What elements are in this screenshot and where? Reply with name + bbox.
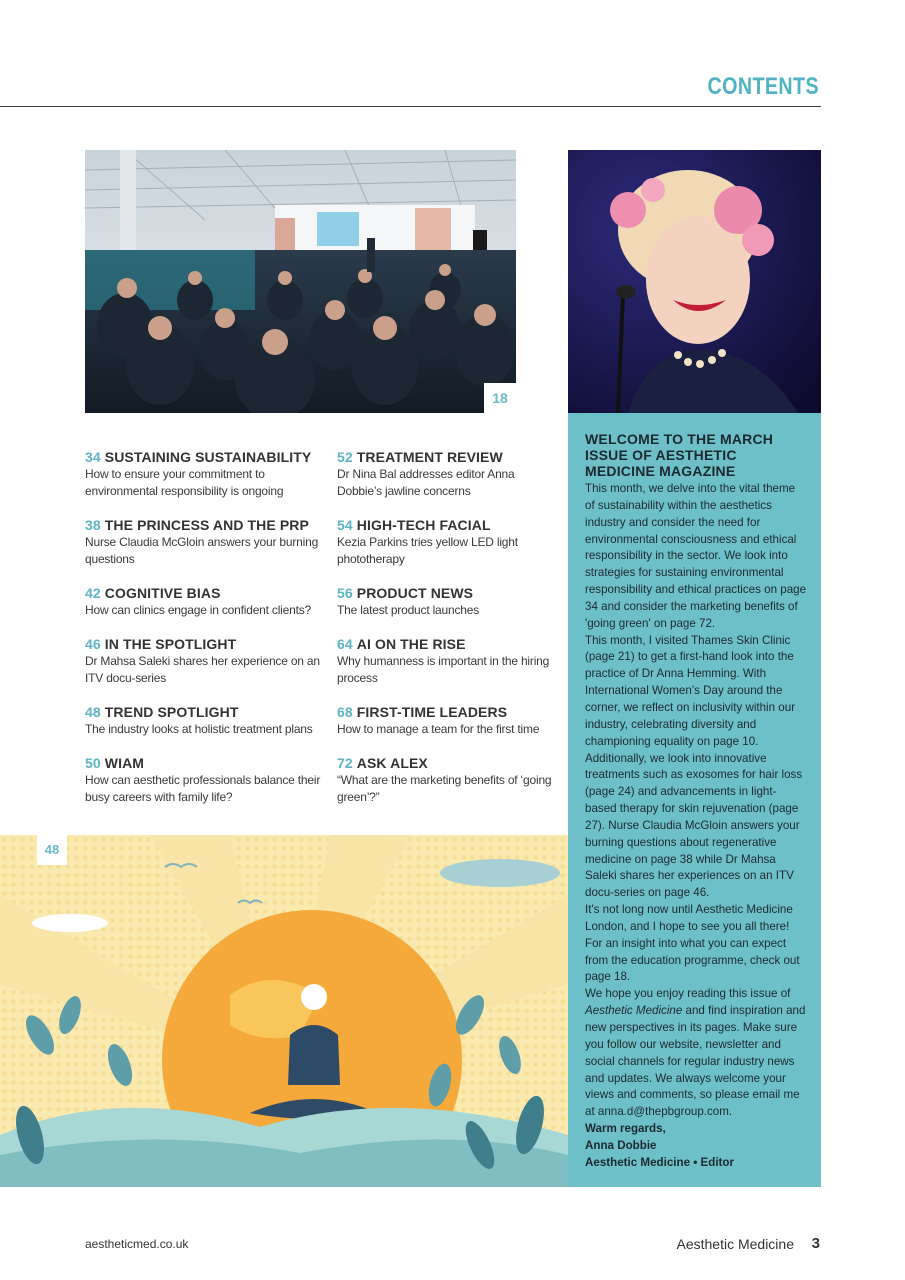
toc-item[interactable] — [85, 636, 325, 687]
toc-page-number: 56 — [337, 585, 353, 601]
editor-paragraph: It's not long now until Aesthetic Medicine London, and I hope to see you all there! For an insight into what you can expect from the education programme, check out page 18. — [585, 903, 800, 984]
toc-item[interactable] — [337, 449, 552, 500]
toc-description: How can aesthetic professionals balance their busy careers with family life? — [85, 773, 321, 804]
toc-column-left — [85, 449, 325, 823]
toc-title: WIAM — [104, 755, 145, 771]
editor-signoff: Warm regards, — [585, 1122, 666, 1136]
editor-role: Aesthetic Medicine • Editor — [585, 1155, 735, 1169]
toc-page-number: 50 — [85, 755, 101, 771]
toc-description: Dr Mahsa Saleki shares her experience on an ITV docu-series — [85, 654, 320, 685]
toc-item[interactable] — [85, 517, 325, 568]
editor-paragraph: This month, we delve into the vital theme of sustainability within the aesthetics industry and consider the need for environmental consciousness and ethical responsibility in the sector. We look into strategies for sustaining environmental responsibility and ethical practices on page 34 and consider the marketing benefits of 'going green' on page 72. — [585, 482, 807, 630]
footer-website-link[interactable]: aestheticmed.co.uk — [85, 1237, 189, 1251]
toc-page-number: 54 — [337, 517, 353, 533]
toc-page-number: 68 — [337, 704, 353, 720]
toc-description: “What are the marketing benefits of ‘going green’?” — [337, 773, 552, 804]
toc-title: HIGH-TECH FACIAL — [356, 517, 491, 533]
editor-letter-panel — [568, 413, 821, 1187]
portrait-image — [568, 150, 821, 413]
toc-item[interactable] — [337, 755, 552, 806]
toc-item[interactable] — [85, 755, 325, 806]
toc-page-number: 72 — [337, 755, 353, 771]
toc-title: FIRST-TIME LEADERS — [356, 704, 508, 720]
toc-title: TREATMENT REVIEW — [356, 449, 503, 465]
toc-title: IN THE SPOTLIGHT — [104, 636, 237, 652]
toc-title: ASK ALEX — [356, 755, 428, 771]
toc-page-number: 46 — [85, 636, 101, 652]
toc-page-number: 52 — [337, 449, 353, 465]
header-rule — [0, 106, 821, 107]
page-title: CONTENTS — [707, 73, 819, 100]
editor-portrait-photo — [568, 150, 821, 413]
toc-item[interactable] — [337, 517, 552, 568]
conference-photo — [85, 150, 516, 413]
toc-item[interactable] — [337, 636, 552, 687]
footer-page-number: 3 — [811, 1235, 820, 1252]
toc-item[interactable] — [337, 585, 552, 619]
toc-description: The latest product launches — [337, 603, 480, 617]
magazine-name: Aesthetic Medicine — [585, 1004, 683, 1018]
toc-page-number: 34 — [85, 449, 101, 465]
editor-letter-heading: WELCOME TO THE MARCH ISSUE OF AESTHETIC MEDICINE MAGAZINE — [585, 431, 774, 479]
toc-description: The industry looks at holistic treatment plans — [85, 722, 313, 736]
editor-letter-body — [585, 481, 807, 1172]
toc-title: THE PRINCESS AND THE PRP — [104, 517, 309, 533]
meditation-illustration — [0, 835, 568, 1187]
toc-page-number: 48 — [85, 704, 101, 720]
toc-item[interactable] — [337, 704, 552, 738]
toc-title: COGNITIVE BIAS — [104, 585, 221, 601]
toc-page-number: 64 — [337, 636, 353, 652]
toc-page-number: 42 — [85, 585, 101, 601]
toc-title: SUSTAINING SUSTAINABILITY — [104, 449, 312, 465]
sunrise-meditation-image — [0, 835, 568, 1187]
toc-item[interactable] — [85, 449, 325, 500]
toc-title: PRODUCT NEWS — [356, 585, 474, 601]
toc-description: How to ensure your commitment to environmental responsibility is ongoing — [85, 467, 284, 498]
editor-name: Anna Dobbie — [585, 1138, 657, 1152]
toc-column-right — [337, 449, 552, 823]
page-tag-48: 48 — [37, 835, 67, 865]
editor-paragraph-text: and find inspiration and new perspectives in its pages. Make sure you follow our website, newsletter and social channels for regular industry news and updates. We always welcome your views and comments, so please email me at anna.d@thepbgroup.com. — [585, 1004, 806, 1119]
toc-description: How can clinics engage in confident clients? — [85, 603, 312, 617]
editor-paragraph — [585, 986, 807, 1121]
conference-scene-image — [85, 150, 516, 413]
editor-paragraph-text: We hope you enjoy reading this issue of — [585, 987, 791, 1001]
toc-item[interactable] — [85, 704, 325, 738]
toc-description: Dr Nina Bal addresses editor Anna Dobbie’s jawline concerns — [337, 467, 515, 498]
toc-description: Nurse Claudia McGloin answers your burning questions — [85, 535, 319, 566]
page-tag-18: 18 — [484, 383, 516, 413]
toc-description: Kezia Parkins tries yellow LED light phototherapy — [337, 535, 518, 566]
toc-item[interactable] — [85, 585, 325, 619]
toc-description: Why humanness is important in the hiring process — [337, 654, 550, 685]
footer-magazine-name: Aesthetic Medicine — [676, 1236, 794, 1252]
toc-title: TREND SPOTLIGHT — [104, 704, 239, 720]
editor-paragraph: This month, I visited Thames Skin Clinic (page 21) to get a first-hand look into the practice of Dr Anna Hemming. With International Women’s Day around the corner, we reflect on inclusivity within our industry, celebrating diversity and championing equality on page 10. Additionally, we look into innovative treatments such as exosomes for hair loss (page 24) and advancements in light-based therapy for skin rejuvenation (page 27). Nurse Claudia McGloin answers your burning questions about regenerative medicine on page 38 while Dr Mahsa Saleki shares her experiences on an ITV docu-series on page 46. — [585, 633, 803, 900]
toc-page-number: 38 — [85, 517, 101, 533]
toc-title: AI ON THE RISE — [356, 636, 466, 652]
toc-description: How to manage a team for the first time — [337, 722, 540, 736]
